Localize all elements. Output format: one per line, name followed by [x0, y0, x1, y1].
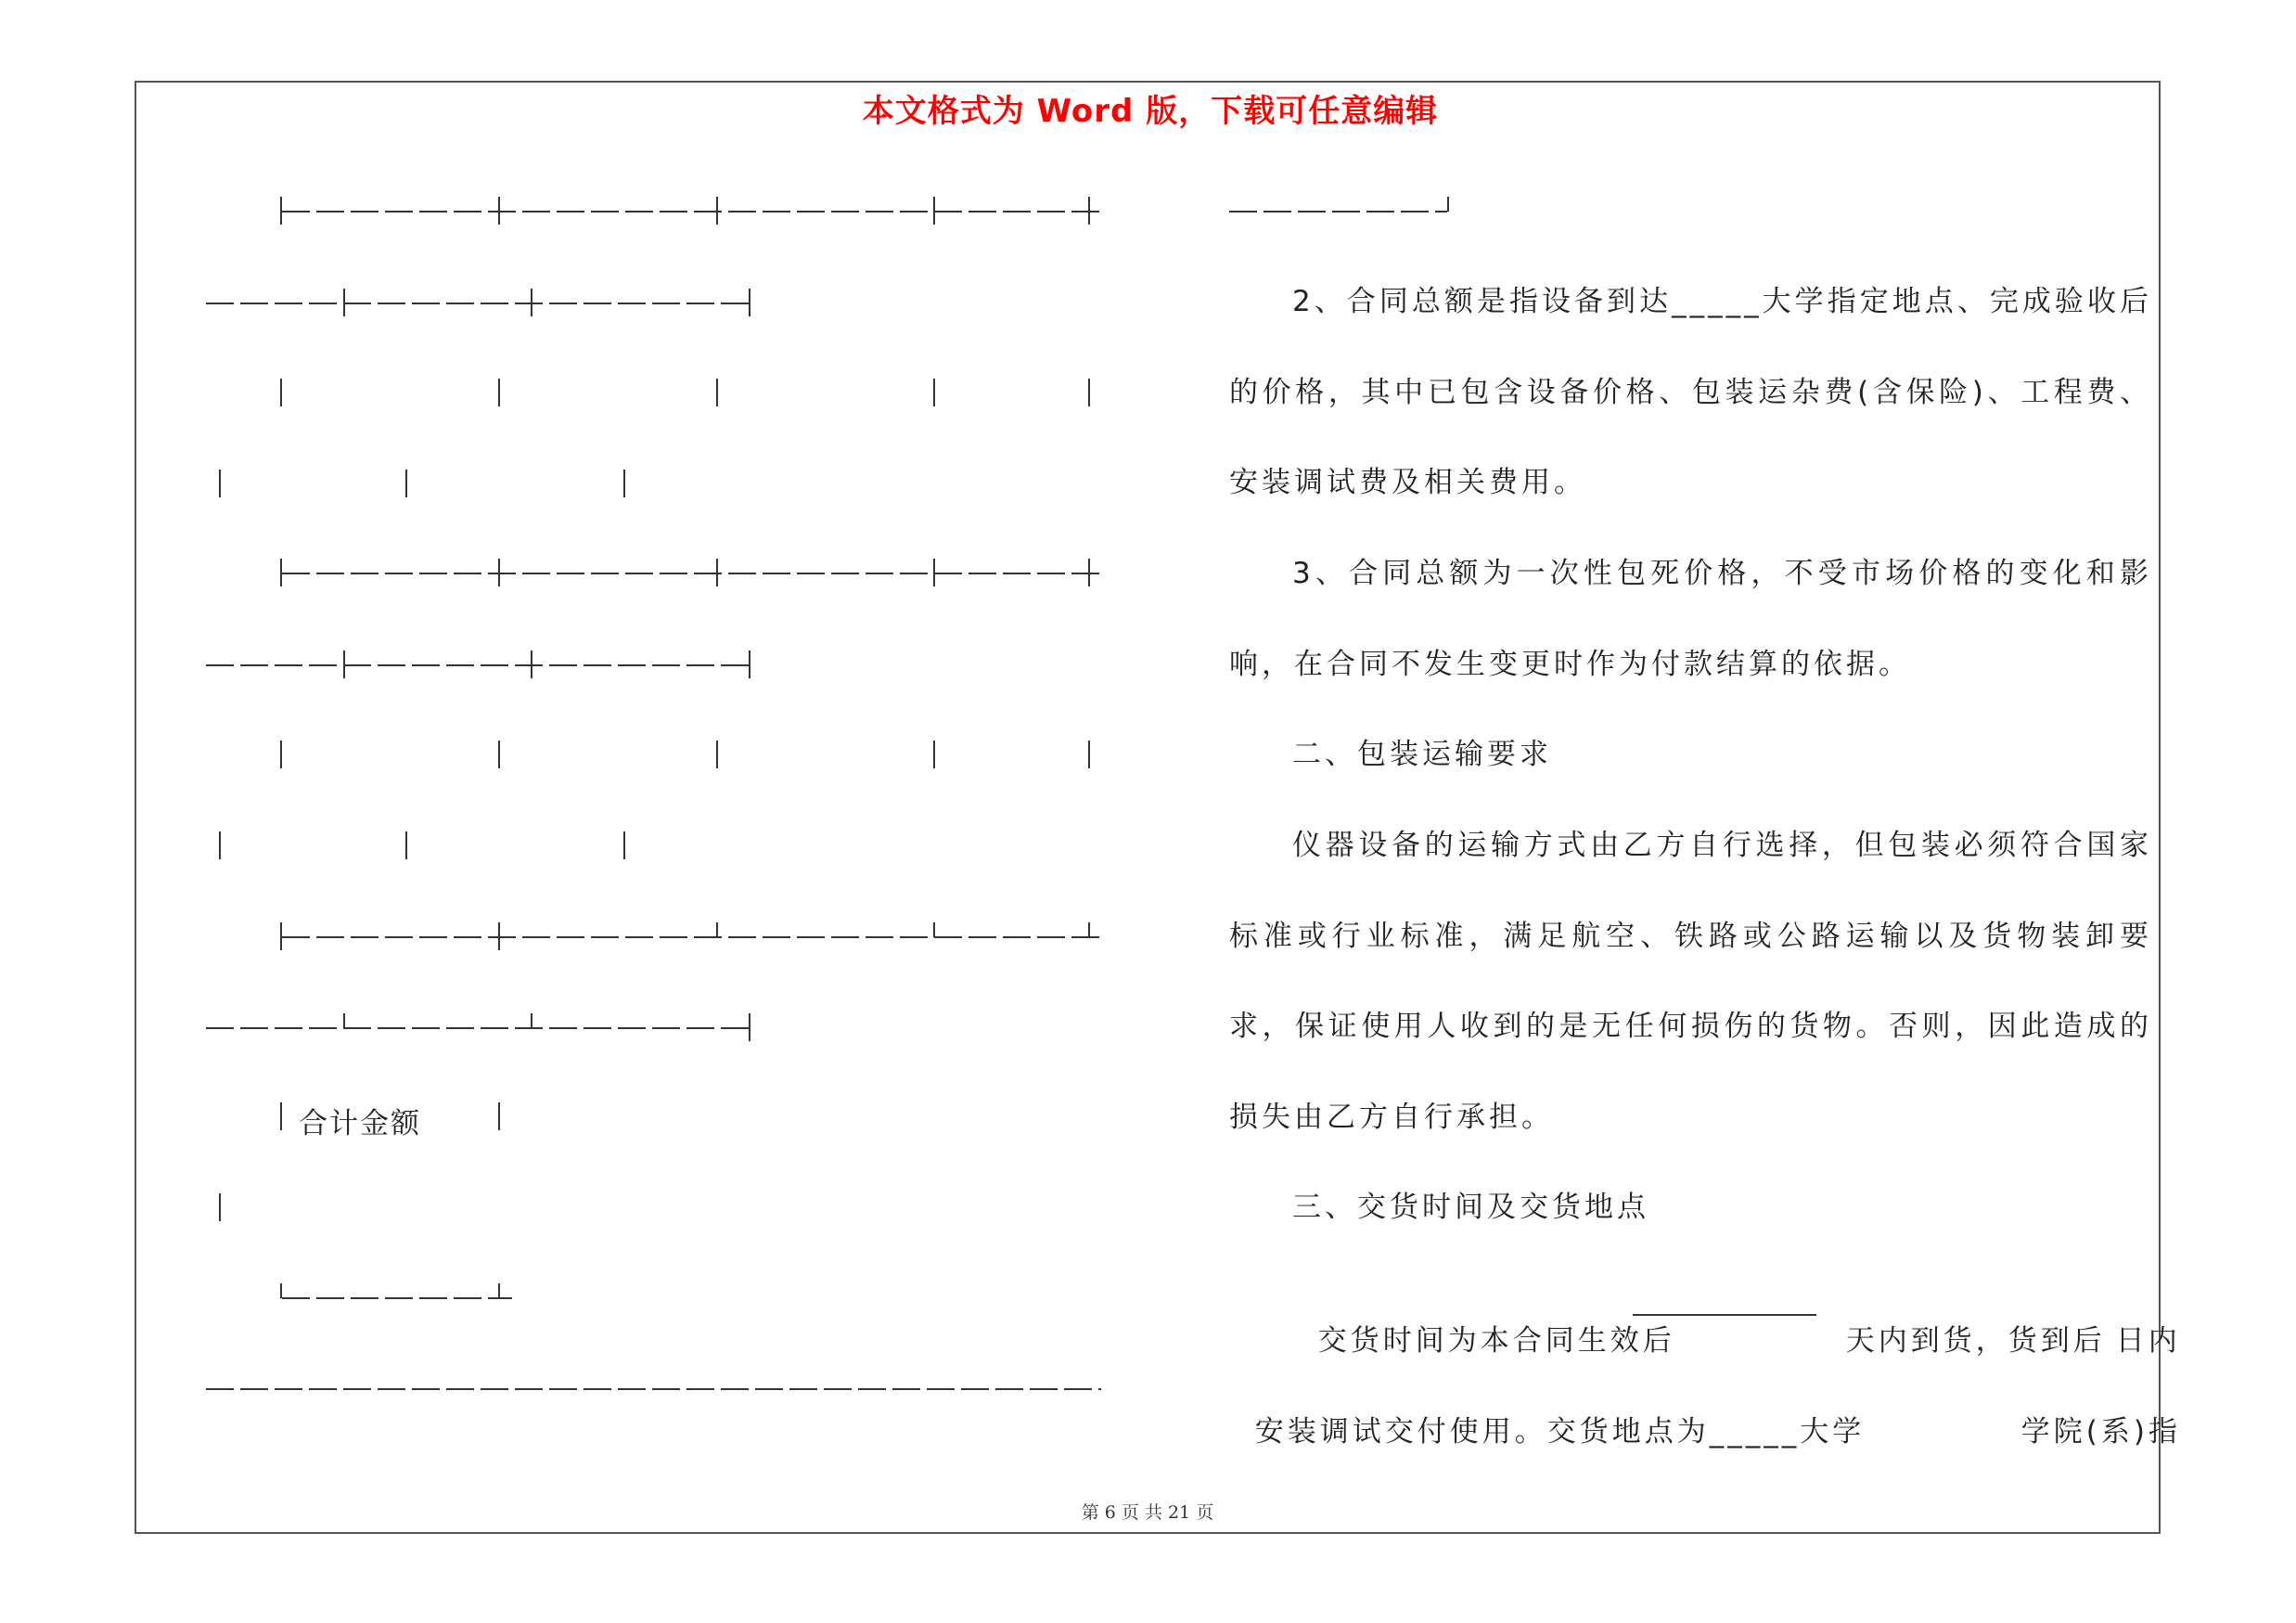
delivery-text: 学院(系)指 [2020, 1415, 2181, 1449]
table-border [282, 573, 1100, 574]
table-border [498, 922, 500, 950]
table-border [498, 1102, 500, 1130]
table-border [1229, 211, 1447, 213]
table-border [623, 470, 625, 497]
table-border [749, 1013, 750, 1041]
table-border [531, 1013, 532, 1028]
heading-packing: 二、包装运输要求 [1292, 738, 1552, 771]
table-border [343, 650, 345, 678]
table-border [749, 650, 750, 678]
delivery-text: 日内 [2115, 1324, 2181, 1358]
table-border [933, 197, 935, 225]
delivery-line-2 [1229, 1374, 1865, 1449]
delivery-line-1 [1292, 1283, 1675, 1359]
blank-underline [1633, 1314, 1816, 1316]
table-border [280, 741, 282, 768]
table-border [716, 741, 718, 768]
table-border [280, 1283, 282, 1298]
table-border [716, 559, 718, 586]
table-border [1088, 922, 1090, 937]
table-border [1088, 559, 1090, 586]
paragraph-packing: 仪器设备的运输方式由乙方自行选择，但包装必须符合国家标准或行业标准，满足航空、铁路或公路运输以及货物装卸要求，保证使用人收到的是无任何损伤的货物。否则，因此造成的损失由乙方自行承担。 [1229, 829, 2152, 1134]
table-border [498, 741, 500, 768]
table-border [282, 211, 1100, 213]
table-border [498, 1283, 500, 1298]
table-border [219, 470, 221, 497]
table-border [206, 1388, 1101, 1390]
table-border [749, 289, 750, 316]
table-border [933, 379, 935, 406]
table-border [933, 741, 935, 768]
table-border [498, 559, 500, 586]
table-border [1088, 741, 1090, 768]
table-border [282, 1297, 512, 1299]
delivery-text: 安装调试交付使用。交货地点为_____大学 [1254, 1415, 1866, 1449]
table-border [219, 1193, 221, 1221]
delivery-text: 天内到货，货到后 [1845, 1324, 2106, 1358]
table-border [206, 303, 749, 304]
table-border [933, 922, 935, 937]
table-border [1088, 379, 1090, 406]
table-border [219, 831, 221, 859]
watermark-banner: 本文格式为 Word 版，下载可任意编辑 [862, 93, 1439, 130]
table-border [280, 1102, 282, 1130]
paragraph-lump-sum: 3、合同总额为一次性包死价格，不受市场价格的变化和影响，在合同不发生变更时作为付款结算的依据。 [1229, 557, 2152, 681]
delivery-line-1b [1820, 1283, 2106, 1359]
table-border [405, 470, 407, 497]
delivery-line-2b [1995, 1374, 2181, 1449]
table-border [280, 379, 282, 406]
table-border [623, 831, 625, 859]
table-border [405, 831, 407, 859]
total-amount-label: 合计金额 [299, 1107, 421, 1140]
table-border [716, 197, 718, 225]
table-border [343, 1013, 345, 1028]
table-border [531, 289, 532, 316]
table-border [933, 559, 935, 586]
table-border [206, 1027, 749, 1029]
table-border [531, 650, 532, 678]
table-border [498, 379, 500, 406]
table-border [282, 936, 1100, 938]
table-border [498, 197, 500, 225]
heading-delivery: 三、交货时间及交货地点 [1292, 1191, 1649, 1224]
table-border [343, 289, 345, 316]
table-border [716, 922, 718, 937]
delivery-text: 交货时间为本合同生效后 [1317, 1324, 1675, 1358]
page-footer: 第 6 页 共 21 页 [1081, 1502, 1214, 1523]
delivery-line-1c [2090, 1283, 2181, 1359]
table-border [1088, 197, 1090, 225]
table-border [206, 664, 749, 666]
table-border [716, 379, 718, 406]
table-border [1447, 197, 1449, 212]
paragraph-contract-price: 2、合同总额是指设备到达_____大学指定地点、完成验收后的价格，其中已包含设备价格、包装运杂费(含保险)、工程费、安装调试费及相关费用。 [1229, 285, 2152, 499]
